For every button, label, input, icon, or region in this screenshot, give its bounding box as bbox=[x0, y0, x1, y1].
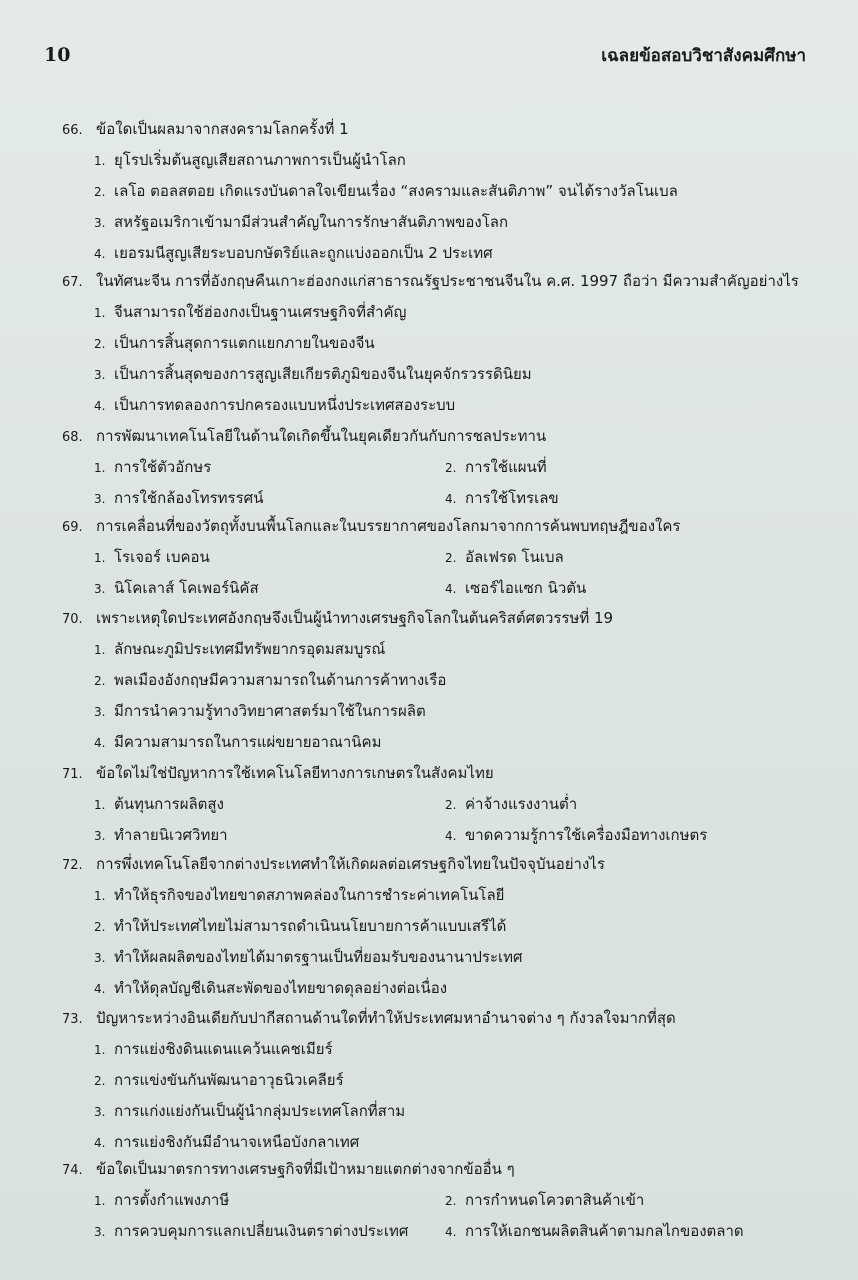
question-number: 74. bbox=[62, 1163, 83, 1178]
answer-option bbox=[94, 730, 381, 754]
option-number: 1. bbox=[94, 889, 106, 903]
option-text: เป็นการทดลองการปกครองแบบหนึ่งประเทศสองระบบ bbox=[114, 396, 456, 414]
question-number: 68. bbox=[62, 430, 83, 445]
answer-option bbox=[94, 699, 426, 723]
option-number: 4. bbox=[94, 1136, 106, 1150]
option-number: 1. bbox=[94, 1194, 106, 1208]
question-number: 71. bbox=[62, 767, 83, 782]
option-number: 2. bbox=[445, 798, 457, 812]
option-number: 3. bbox=[94, 1225, 106, 1239]
answer-option bbox=[445, 545, 564, 569]
option-text: ทำลายนิเวศวิทยา bbox=[114, 826, 228, 844]
option-text: สหรัฐอเมริกาเข้ามามีส่วนสำคัญในการรักษาสันติภาพของโลก bbox=[114, 213, 509, 231]
answer-option bbox=[445, 576, 586, 600]
option-number: 1. bbox=[94, 154, 106, 168]
answer-option bbox=[94, 1068, 344, 1092]
question-text bbox=[62, 607, 613, 631]
option-text: การควบคุมการแลกเปลี่ยนเงินตราต่างประเทศ bbox=[114, 1222, 409, 1240]
option-number: 4. bbox=[94, 736, 106, 750]
answer-option bbox=[94, 976, 447, 1000]
option-number: 4. bbox=[94, 982, 106, 996]
question-stem: ปัญหาระหว่างอินเดียกับปากีสถานด้านใดที่ทำให้ประเทศมหาอำนาจต่าง ๆ กังวลใจมากที่สุด bbox=[96, 1009, 676, 1027]
option-text: การกำหนดโควตาสินค้าเข้า bbox=[465, 1191, 645, 1209]
question-number: 72. bbox=[62, 858, 83, 873]
answer-option bbox=[445, 1219, 744, 1243]
option-number: 2. bbox=[94, 1074, 106, 1088]
option-number: 1. bbox=[94, 461, 106, 475]
option-text: การแข่งขันกันพัฒนาอาวุธนิวเคลียร์ bbox=[114, 1071, 344, 1089]
option-number: 2. bbox=[445, 461, 457, 475]
option-number: 3. bbox=[94, 951, 106, 965]
answer-option bbox=[94, 883, 504, 907]
option-text: การให้เอกชนผลิตสินค้าตามกลไกของตลาด bbox=[465, 1222, 744, 1240]
option-text: มีความสามารถในการแผ่ขยายอาณานิคม bbox=[114, 733, 382, 751]
answer-option bbox=[94, 455, 211, 479]
answer-option bbox=[94, 179, 678, 203]
question-text bbox=[62, 762, 494, 786]
option-text: การแย่งชิงกันมีอำนาจเหนือบังกลาเทศ bbox=[114, 1133, 360, 1151]
option-number: 1. bbox=[94, 306, 106, 320]
option-text: การแก่งแย่งกันเป็นผู้นำกลุ่มประเทศโลกที่สาม bbox=[114, 1102, 406, 1120]
option-number: 4. bbox=[445, 1225, 457, 1239]
answer-option bbox=[94, 545, 210, 569]
option-text: ทำให้ผลผลิตของไทยได้มาตรฐานเป็นที่ยอมรับของนานาประเทศ bbox=[114, 948, 523, 966]
answer-option bbox=[94, 1130, 359, 1154]
option-number: 2. bbox=[94, 674, 106, 688]
question-stem: ข้อใดเป็นมาตรการทางเศรษฐกิจที่มีเป้าหมายแตกต่างจากข้ออื่น ๆ bbox=[96, 1160, 515, 1178]
option-number: 3. bbox=[94, 1105, 106, 1119]
answer-option bbox=[445, 1188, 644, 1212]
option-text: เซอร์ไอแซก นิวตัน bbox=[465, 579, 587, 597]
option-text: ค่าจ้างแรงงานต่ำ bbox=[465, 795, 578, 813]
option-text: มีการนำความรู้ทางวิทยาศาสตร์มาใช้ในการผลิต bbox=[114, 702, 426, 720]
option-text: การใช้โทรเลข bbox=[465, 489, 559, 507]
answer-option bbox=[94, 1099, 405, 1123]
option-text: การใช้กล้องโทรทรรศน์ bbox=[114, 489, 264, 507]
option-text: โรเจอร์ เบคอน bbox=[114, 548, 210, 566]
option-text: ลักษณะภูมิประเทศมีทรัพยากรอุดมสมบูรณ์ bbox=[114, 640, 386, 658]
answer-option bbox=[445, 486, 559, 510]
option-text: การใช้ตัวอักษร bbox=[114, 458, 212, 476]
answer-option bbox=[94, 331, 375, 355]
answer-option bbox=[94, 914, 506, 938]
question-stem: เพราะเหตุใดประเทศอังกฤษจึงเป็นผู้นำทางเศรษฐกิจโลกในต้นคริสต์ศตวรรษที่ 19 bbox=[96, 609, 614, 627]
option-text: เลโอ ตอลสตอย เกิดแรงบันดาลใจเขียนเรื่อง “สงครามและสันติภาพ” จนได้รางวัลโนเบล bbox=[114, 182, 678, 200]
option-text: เยอรมนีสูญเสียระบอบกษัตริย์และถูกแบ่งออกเป็น 2 ประเทศ bbox=[114, 244, 493, 262]
option-number: 3. bbox=[94, 582, 106, 596]
option-number: 2. bbox=[445, 551, 457, 565]
answer-option bbox=[94, 1219, 408, 1243]
question-stem: ในทัศนะจีน การที่อังกฤษคืนเกาะฮ่องกงแก่สาธารณรัฐประชาชนจีนใน ค.ศ. 1997 ถือว่า มีความสำคัญอย่างไร bbox=[96, 272, 799, 290]
option-number: 4. bbox=[94, 399, 106, 413]
answer-option bbox=[94, 945, 523, 969]
answer-option bbox=[94, 393, 455, 417]
option-text: การตั้งกำแพงภาษี bbox=[114, 1191, 230, 1209]
option-number: 1. bbox=[94, 798, 106, 812]
answer-option bbox=[94, 486, 263, 510]
answer-option bbox=[94, 792, 224, 816]
option-text: การใช้แผนที่ bbox=[465, 458, 547, 476]
question-number: 67. bbox=[62, 275, 83, 290]
option-number: 4. bbox=[94, 247, 106, 261]
option-text: เป็นการสิ้นสุดการแตกแยกภายในของจีน bbox=[114, 334, 375, 352]
question-text bbox=[62, 1007, 676, 1031]
option-text: ต้นทุนการผลิตสูง bbox=[114, 795, 224, 813]
option-number: 4. bbox=[445, 582, 457, 596]
option-text: ยุโรปเริ่มต้นสูญเสียสถานภาพการเป็นผู้นำโลก bbox=[114, 151, 406, 169]
answer-option bbox=[94, 1188, 229, 1212]
answer-option bbox=[94, 210, 508, 234]
answer-option bbox=[445, 792, 577, 816]
answer-option bbox=[94, 668, 446, 692]
answer-option bbox=[445, 455, 547, 479]
answer-option bbox=[94, 241, 493, 265]
option-number: 2. bbox=[94, 337, 106, 351]
question-number: 70. bbox=[62, 612, 83, 627]
answer-option bbox=[94, 300, 406, 324]
question-number: 73. bbox=[62, 1012, 83, 1027]
answer-option bbox=[94, 637, 385, 661]
option-number: 1. bbox=[94, 643, 106, 657]
option-number: 1. bbox=[94, 1043, 106, 1057]
question-text bbox=[62, 270, 799, 294]
option-number: 3. bbox=[94, 492, 106, 506]
option-text: อัลเฟรด โนเบล bbox=[465, 548, 564, 566]
question-stem: การพัฒนาเทคโนโลยีในด้านใดเกิดขึ้นในยุคเดียวกันกับการชลประทาน bbox=[96, 427, 547, 445]
answer-option bbox=[94, 362, 532, 386]
question-text bbox=[62, 425, 546, 449]
question-number: 69. bbox=[62, 520, 83, 535]
option-text: ทำให้ประเทศไทยไม่สามารถดำเนินนโยบายการค้าแบบเสรีได้ bbox=[114, 917, 507, 935]
option-text: ทำให้ธุรกิจของไทยขาดสภาพคล่องในการชำระค่าเทคโนโลยี bbox=[114, 886, 505, 904]
question-number: 66. bbox=[62, 123, 83, 138]
answer-option bbox=[94, 148, 406, 172]
question-stem: การเคลื่อนที่ของวัตถุทั้งบนพื้นโลกและในบรรยากาศของโลกมาจากการค้นพบทฤษฎีของใคร bbox=[96, 517, 681, 535]
option-text: การแย่งชิงดินแดนแคว้นแคชเมียร์ bbox=[114, 1040, 333, 1058]
page-number: 10 bbox=[44, 44, 71, 66]
question-stem: การพึ่งเทคโนโลยีจากต่างประเทศทำให้เกิดผลต่อเศรษฐกิจไทยในปัจจุบันอย่างไร bbox=[96, 855, 605, 873]
question-text bbox=[62, 515, 680, 539]
option-text: เป็นการสิ้นสุดของการสูญเสียเกียรติภูมิของจีนในยุคจักรวรรดินิยม bbox=[114, 365, 532, 383]
question-text bbox=[62, 118, 349, 142]
option-number: 4. bbox=[445, 492, 457, 506]
option-text: พลเมืองอังกฤษมีความสามารถในด้านการค้าทางเรือ bbox=[114, 671, 447, 689]
option-number: 3. bbox=[94, 216, 106, 230]
option-text: นิโคเลาส์ โคเพอร์นิคัส bbox=[114, 579, 259, 597]
option-text: จีนสามารถใช้ฮ่องกงเป็นฐานเศรษฐกิจที่สำคัญ bbox=[114, 303, 407, 321]
answer-option bbox=[445, 823, 707, 847]
option-number: 2. bbox=[94, 185, 106, 199]
question-text bbox=[62, 853, 605, 877]
option-number: 3. bbox=[94, 705, 106, 719]
book-title: เฉลยข้อสอบวิชาสังคมศึกษา bbox=[601, 46, 806, 66]
option-text: ทำให้ดุลบัญชีเดินสะพัดของไทยขาดดุลอย่างต่อเนื่อง bbox=[114, 979, 448, 997]
option-number: 3. bbox=[94, 368, 106, 382]
answer-option bbox=[94, 1037, 333, 1061]
question-text bbox=[62, 1158, 515, 1182]
question-stem: ข้อใดไม่ใช่ปัญหาการใช้เทคโนโลยีทางการเกษตรในสังคมไทย bbox=[96, 764, 494, 782]
option-number: 2. bbox=[94, 920, 106, 934]
option-text: ขาดความรู้การใช้เครื่องมือทางเกษตร bbox=[465, 826, 708, 844]
answer-option bbox=[94, 576, 259, 600]
question-stem: ข้อใดเป็นผลมาจากสงครามโลกครั้งที่ 1 bbox=[96, 120, 349, 138]
option-number: 3. bbox=[94, 829, 106, 843]
option-number: 1. bbox=[94, 551, 106, 565]
option-number: 2. bbox=[445, 1194, 457, 1208]
option-number: 4. bbox=[445, 829, 457, 843]
answer-option bbox=[94, 823, 228, 847]
